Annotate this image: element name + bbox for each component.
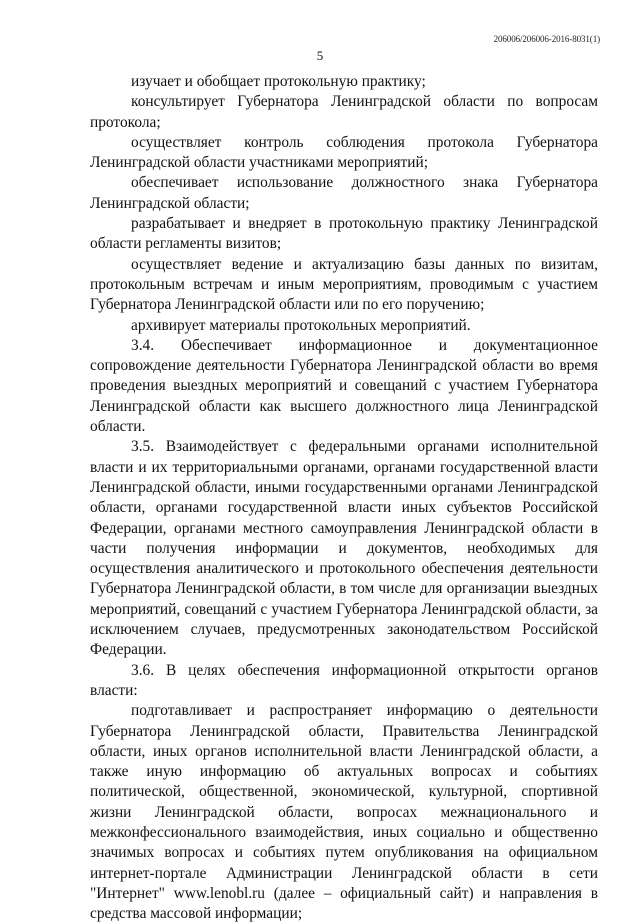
document-body	[90, 72, 598, 924]
paragraph-3-5: 3.5. Взаимодействует с федеральными органами исполнительной власти и их территориальными органами, органами государственной власти Ленинградской области, иными государственными органами Ленинградской области, органами государственной власти иных субъектов Российской Федерации, органами местного самоуправления Ленинградской области в части получения информации и документов, необходимых для осуществления аналитического и протокольного обеспечения деятельности Губернатора Ленинградской области, в том числе для организации выездных мероприятий, совещаний с участием Губернатора Ленинградской области, за исключением случаев, предусмотренных законодательством Российской Федерации.	[90, 438, 598, 659]
document-id: 206006/206006-2016-8031(1)	[493, 34, 600, 44]
paragraph: осуществляет контроль соблюдения протокола Губернатора Ленинградской области участниками мероприятий;	[90, 133, 598, 172]
paragraph-3-6: 3.6. В целях обеспечения информационной открытости органов власти:	[90, 661, 598, 699]
paragraph: подготавливает и распространяет информацию о деятельности Губернатора Ленинградской области, Правительства Ленинградской области, иных органов исполнительной власти Ленинградской области, а также иную информацию об актуальных вопросах и событиях политической, общественной, экономической, культурной, спортивной жизни Ленинградской области, вопросах межнационального и межконфессионального взаимодействия, иных социально и общественно значимых вопросах и событиях путем опубликования на официальном интернет-портале Администрации Ленинградской области в сети "Интернет" www.lenobl.ru (далее – официальный сайт) и направления в средства массовой информации;	[90, 702, 598, 923]
paragraph: обеспечивает использование должностного знака Губернатора Ленинградской области;	[90, 174, 598, 212]
paragraph: осуществляет ведение и актуализацию базы данных по визитам, протокольным встречам и иным мероприятиям, проводимым с участием Губернатора Ленинградской области или по его поручению;	[90, 255, 598, 314]
paragraph: разрабатывает и внедряет в протокольную практику Ленинградской области регламенты визитов;	[90, 215, 598, 253]
page-number: 5	[316, 48, 324, 63]
paragraph: архивирует материалы протокольных мероприятий.	[131, 316, 471, 334]
paragraph-3-4: 3.4. Обеспечивает информационное и документационное сопровождение деятельности Губернатора Ленинградской области во время проведения выездных мероприятий и совещаний с участием Губернатора Ленинградской области как высшего должностного лица Ленинградской области.	[90, 336, 598, 436]
paragraph: консультирует Губернатора Ленинградской области по вопросам протокола;	[90, 93, 598, 131]
paragraph: изучает и обобщает протокольную практику;	[131, 73, 426, 90]
